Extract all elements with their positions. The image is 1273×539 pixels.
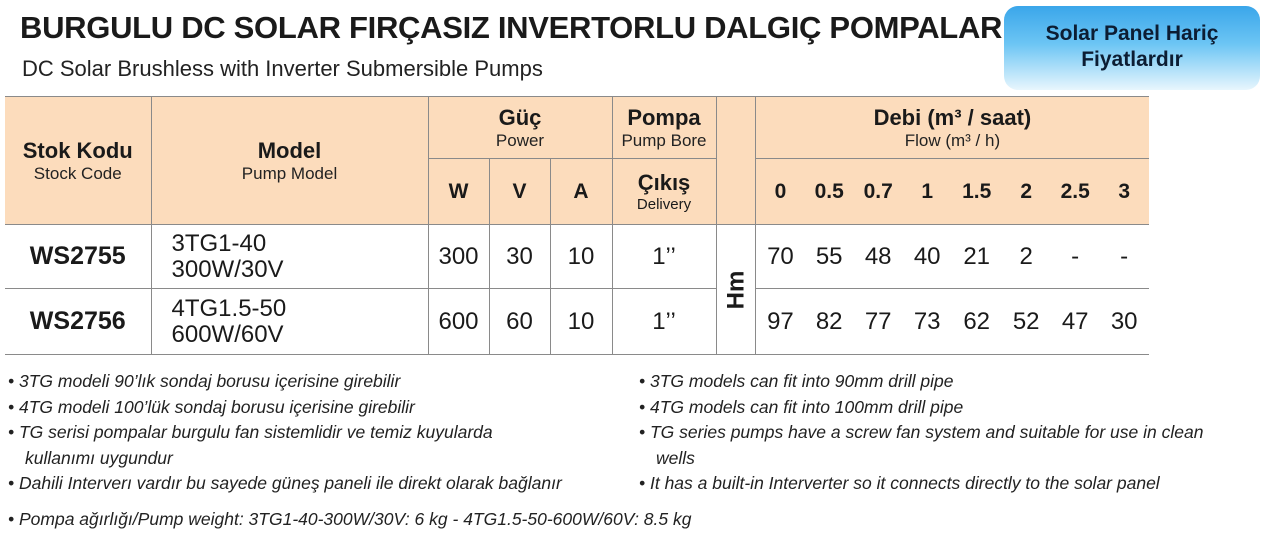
header-a: A (550, 159, 612, 225)
badge-line-2: Fiyatlardır (1081, 48, 1183, 71)
weight-note (8, 507, 691, 533)
flow-label-en: Flow (m³ / h) (904, 130, 1001, 150)
power-label: Güç (498, 104, 542, 130)
hm-label: Hm (721, 270, 749, 309)
note-item: • It has a built-in Interverter so it connects directly to the solar panel (639, 473, 1160, 493)
pump-label-en: Pump Bore (621, 130, 707, 150)
row-volt: 30 (489, 225, 550, 289)
page-subtitle: DC Solar Brushless with Inverter Submersible Pumps (22, 56, 543, 81)
table-row (5, 289, 1149, 355)
flow-col-0-7: 0.7 (854, 159, 903, 225)
header-w: W (428, 159, 489, 225)
header-power (428, 97, 612, 159)
row-flow-value: 30 (1100, 289, 1149, 355)
row-watt: 600 (428, 289, 489, 355)
flow-label: Debi (m³ / saat) (873, 104, 1032, 130)
model-label: Model (257, 137, 322, 163)
model-line-2: 600W/60V (171, 320, 284, 348)
row-flow-value: 70 (756, 225, 805, 289)
row-stock-code: WS2756 (5, 289, 151, 355)
delivery-label-en: Delivery (636, 195, 692, 213)
note-item: • Dahili Interverı vardır bu sayede güneş paneli ile direkt olarak bağlanır (8, 473, 562, 493)
row-amp: 10 (550, 225, 612, 289)
flow-col-0-5: 0.5 (805, 159, 854, 225)
hm-label-cell (716, 225, 756, 355)
model-line-1: 4TG1.5-50 (171, 294, 287, 322)
header-delivery (612, 159, 716, 225)
row-watt: 300 (428, 225, 489, 289)
row-flow-value: 52 (1002, 289, 1051, 355)
row-flow-value: 97 (756, 289, 805, 355)
model-label-en: Pump Model (241, 163, 338, 183)
note-item: • 3TG modeli 90’lık sondaj borusu içerisine girebilir (8, 371, 401, 391)
badge-line-1: Solar Panel Hariç (1045, 22, 1219, 45)
note-item: kullanımı uygundur (25, 447, 173, 468)
pump-label: Pompa (627, 104, 701, 130)
header-v: V (489, 159, 550, 225)
row-flow-value: - (1051, 225, 1100, 289)
stock-code-label: Stok Kodu (22, 137, 133, 163)
flow-col-2-5: 2.5 (1051, 159, 1100, 225)
row-model (151, 289, 428, 355)
header-hm-spacer (716, 97, 756, 225)
header-stock-code (5, 97, 151, 225)
header-model (151, 97, 428, 225)
flow-col-0: 0 (756, 159, 805, 225)
note-item: wells (656, 447, 695, 468)
price-note-badge (1004, 6, 1260, 90)
row-flow-value: 48 (854, 225, 903, 289)
row-stock-code: WS2755 (5, 225, 151, 289)
power-label-en: Power (495, 130, 545, 150)
row-amp: 10 (550, 289, 612, 355)
stock-code-label-en: Stock Code (33, 163, 122, 183)
note-item: • TG series pumps have a screw fan system and suitable for use in clean (639, 422, 1204, 442)
table-row (5, 225, 1149, 289)
row-volt: 60 (489, 289, 550, 355)
notes-turkish (8, 369, 562, 497)
row-flow-value: 55 (805, 225, 854, 289)
row-flow-value: 2 (1002, 225, 1051, 289)
flow-col-1: 1 (903, 159, 952, 225)
flow-col-1-5: 1.5 (952, 159, 1002, 225)
page-title: BURGULU DC SOLAR FIRÇASIZ INVERTORLU DALGIÇ POMPALAR (20, 10, 1003, 45)
row-flow-value: 47 (1051, 289, 1100, 355)
flow-col-2: 2 (1002, 159, 1051, 225)
flow-col-3: 3 (1100, 159, 1149, 225)
notes-english (639, 369, 1203, 497)
model-line-2: 300W/30V (171, 255, 284, 283)
header-pump (612, 97, 716, 159)
note-item: • 4TG models can fit into 100mm drill pipe (639, 396, 964, 417)
row-delivery: 1’’ (612, 225, 716, 289)
row-delivery: 1’’ (612, 289, 716, 355)
delivery-label: Çıkış (637, 169, 691, 195)
row-flow-value: - (1100, 225, 1149, 289)
row-flow-value: 77 (854, 289, 903, 355)
row-model (151, 225, 428, 289)
row-flow-value: 82 (805, 289, 854, 355)
header-flow (756, 97, 1149, 159)
row-flow-value: 73 (903, 289, 952, 355)
model-line-1: 3TG1-40 (171, 229, 267, 257)
row-flow-value: 62 (952, 289, 1002, 355)
note-item: • 4TG modeli 100’lük sondaj borusu içerisine girebilir (8, 396, 415, 417)
row-flow-value: 40 (903, 225, 952, 289)
row-flow-value: 21 (952, 225, 1002, 289)
note-item: • 3TG models can fit into 90mm drill pipe (639, 371, 954, 391)
note-item: • TG serisi pompalar burgulu fan sistemlidir ve temiz kuyularda (8, 422, 493, 442)
pump-spec-table (5, 96, 1149, 355)
weight-note-text: • Pompa ağırlığı/Pump weight: 3TG1-40-300W/30V: 6 kg - 4TG1.5-50-600W/60V: 8.5 kg (8, 509, 692, 529)
